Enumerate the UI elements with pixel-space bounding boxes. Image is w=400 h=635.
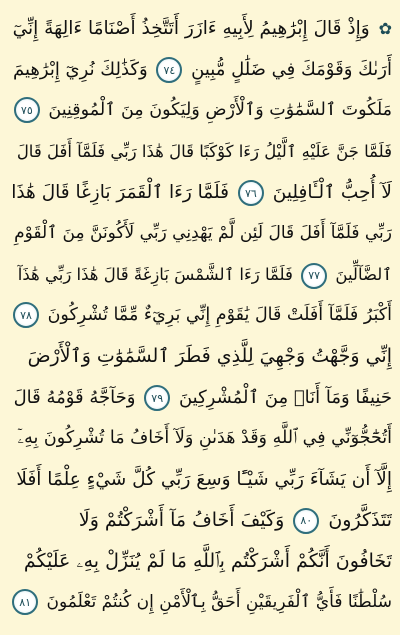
verse-text-line <box>14 213 392 254</box>
verse-text-line <box>11 90 392 131</box>
verse-text-line <box>17 131 392 172</box>
verse-number-marker: ٧٤ <box>156 57 182 83</box>
verse-text-line <box>13 8 392 49</box>
verse-number-marker: ٧٧ <box>301 263 327 289</box>
text-line <box>8 418 392 459</box>
verse-text-line <box>28 336 392 377</box>
verse-text-line <box>9 582 392 623</box>
verse-number-marker: ٧٩ <box>144 385 170 411</box>
text-line <box>8 500 392 541</box>
verse-number-marker: ٨١ <box>12 589 38 615</box>
text-line <box>8 8 392 49</box>
hizb-star-icon: ✿ <box>378 19 392 38</box>
verse-number-marker: ٧٦ <box>238 180 264 206</box>
text-line <box>8 377 392 418</box>
verse-text-segment: إِنِّي وَجَّهْتُ وَجْهِيَ لِلَّذِي فَطَرَ ٱلسَّمَٰوَٰتِ وَٱلْأَرْضَ <box>27 345 392 367</box>
verse-text-line <box>11 172 392 213</box>
verse-text-segment: تَخَافُونَ أَنَّكُمْ أَشْرَكْتُم بِٱللَّهِ مَا لَمْ يُنَزِّلْ بِهِۦ عَلَيْكُمْ <box>23 550 392 572</box>
text-line <box>8 172 392 213</box>
verse-text-line <box>17 418 392 459</box>
verse-text-segment: أَتُحَٰٓجُّوٓنِّي فِي ٱللَّهِ وَقَدْ هَدَىٰنِ وَلَآ أَخَافُ مَا تُشْرِكُونَ بِهِۦٓ <box>17 428 392 448</box>
verse-text-line <box>14 377 392 418</box>
verse-number-marker: ٧٥ <box>14 97 40 123</box>
verse-text-line <box>24 541 392 582</box>
text-line <box>8 459 392 500</box>
verse-text-segment: لَآ أُحِبُّ ٱلْـَٔافِلِينَ <box>272 182 392 203</box>
text-line <box>8 90 392 131</box>
text-line <box>8 541 392 582</box>
verse-text-segment: فَلَمَّا جَنَّ عَلَيْهِ ٱلَّيْلُ رَءَا كَوْكَبًا قَالَ هَٰذَا رَبِّي فَلَمَّآ أَفَلَ قَالَ <box>16 142 392 161</box>
text-line <box>8 336 392 377</box>
verse-text-segment: فَلَمَّا رَءَا ٱلْقَمَرَ بَازِغًا قَالَ هَٰذَا <box>11 182 229 203</box>
text-line <box>8 131 392 172</box>
verse-text-line <box>18 254 392 295</box>
verse-text-line <box>79 500 392 541</box>
verse-text-segment: ٱلضَّآلِّينَ <box>335 265 392 284</box>
verse-text-segment: وَإِذْ قَالَ إِبْرَٰهِيمُ لِأَبِيهِ ءَازَرَ أَتَتَّخِذُ أَصْنَامًا ءَالِهَةً إِنِّيٓ <box>12 18 370 39</box>
verse-text-segment: سُلْطَٰنًا فَأَيُّ ٱلْفَرِيقَيْنِ أَحَقُّ بِٱلْأَمْنِ إِن كُنتُمْ تَعْلَمُونَ <box>46 592 392 612</box>
verse-text-segment: إِلَّآ أَن يَشَآءَ رَبِّي شَيْـًٔا وَسِعَ رَبِّي كُلَّ شَيْءٍ عِلْمًا أَفَلَا <box>16 469 392 490</box>
text-line <box>8 49 392 90</box>
verse-text-line <box>13 49 392 90</box>
text-line <box>8 582 392 623</box>
verse-number-marker: ٧٨ <box>13 302 39 328</box>
verse-text-line <box>16 459 392 500</box>
verse-text-segment: وَكَذَٰلِكَ نُرِيٓ إِبْرَٰهِيمَ <box>12 59 148 80</box>
verse-text-segment: رَبِّي فَلَمَّآ أَفَلَ قَالَ لَئِن لَّمْ يَهْدِنِي رَبِّي لَأَكُونَنَّ مِنَ ٱلْقَوْمِ <box>14 223 392 243</box>
verse-text-segment: أَرَىٰكَ وَقَوْمَكَ فِي ضَلَٰلٍ مُّبِينٍ <box>191 59 392 80</box>
verse-text-segment: تَتَذَكَّرُونَ <box>328 509 392 531</box>
verse-text-segment: وَحَآجَّهُ قَوْمُهُ قَالَ <box>13 387 136 408</box>
verse-text-segment: أَكْبَرُ فَلَمَّآ أَفَلَتْ قَالَ يَٰقَوْمِ إِنِّي بَرِيٓءٌ مِّمَّا تُشْرِكُونَ <box>47 305 392 325</box>
verse-number-marker: ٨٠ <box>293 508 319 534</box>
verse-text-segment: حَنِيفًا وَمَآ أَنَا۠ مِنَ ٱلْمُشْرِكِينَ <box>178 387 392 408</box>
text-line <box>8 254 392 295</box>
verse-text-segment: مَلَكُوتَ ٱلسَّمَٰوَٰتِ وَٱلْأَرْضِ وَلِيَكُونَ مِنَ ٱلْمُوقِنِينَ <box>48 100 392 120</box>
text-line <box>8 213 392 254</box>
verse-text-line <box>10 295 392 336</box>
text-line <box>8 295 392 336</box>
verse-text-segment: وَكَيْفَ أَخَافُ مَآ أَشْرَكْتُمْ وَلَا <box>78 509 285 531</box>
verse-text-segment: فَلَمَّا رَءَا ٱلشَّمْسَ بَازِغَةً قَالَ هَٰذَا رَبِّي هَٰذَآ <box>17 265 293 284</box>
